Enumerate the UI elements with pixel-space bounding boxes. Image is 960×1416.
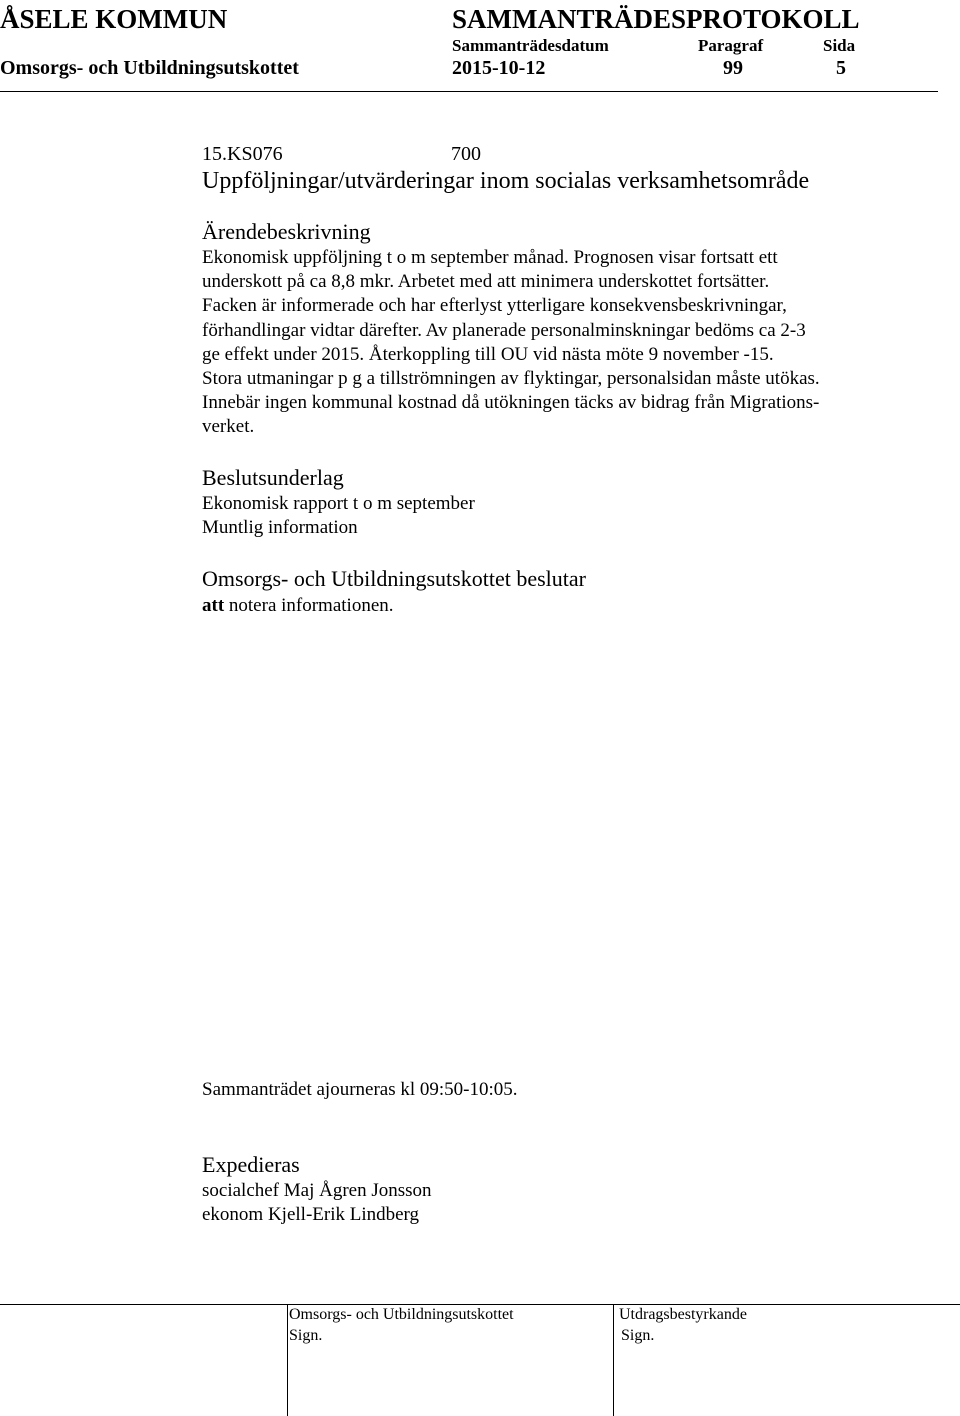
description-heading: Ärendebeskrivning	[202, 219, 371, 244]
description-line: Facken är informerade och har efterlyst ytterligare konsekvensbeskrivningar,	[202, 295, 787, 317]
description-line: Ekonomisk uppföljning t o m september månad. Prognosen visar fortsatt ett	[202, 247, 778, 268]
decision-heading: Omsorgs- och Utbildningsutskottet beslutar	[202, 566, 586, 591]
description-line: Innebär ingen kommunal kostnad då utökningen täcks av bidrag från Migrations-	[202, 392, 820, 414]
dispatch-recipient: ekonom Kjell-Erik Lindberg	[202, 1204, 420, 1226]
description-line: Stora utmaningar p g a tillströmningen av flyktingar, personalsidan måste utökas.	[202, 367, 820, 389]
paragraph-number: 99	[723, 57, 743, 79]
footer-right-box-edge	[613, 1304, 614, 1416]
document-type: SAMMANTRÄDESPROTOKOLL	[452, 4, 860, 34]
header-divider	[0, 91, 938, 92]
basis-line: Muntlig information	[202, 517, 358, 539]
page-label: Sida	[823, 36, 856, 55]
dispatch-body	[202, 1179, 902, 1227]
footer-divider	[0, 1304, 960, 1305]
committee-name: Omsorgs- och Utbildningsutskottet	[0, 57, 299, 79]
decision-text	[202, 594, 394, 618]
footer-certification-sign: Sign.	[621, 1327, 655, 1344]
adjournment-note: Sammanträdet ajourneras kl 09:50-10:05.	[202, 1079, 518, 1100]
case-number: 15.KS076	[202, 143, 283, 165]
date-label: Sammanträdesdatum	[452, 36, 609, 55]
dispatch-recipient: socialchef Maj Ågren Jonsson	[202, 1180, 432, 1201]
case-code: 700	[451, 143, 481, 165]
description-line: ge effekt under 2015. Återkoppling till OU vid nästa möte 9 november -15.	[202, 343, 774, 365]
footer-left-box-edge	[287, 1304, 288, 1416]
decision-content: notera informationen.	[228, 595, 394, 616]
footer-committee-label: Omsorgs- och Utbildningsutskottet	[289, 1306, 514, 1323]
basis-heading: Beslutsunderlag	[202, 465, 344, 490]
paragraph-label: Paragraf	[698, 36, 764, 55]
dispatch-heading: Expedieras	[202, 1152, 300, 1177]
item-title: Uppföljningar/utvärderingar inom socialas verksamhetsområde	[202, 168, 810, 194]
basis-line: Ekonomisk rapport t o m september	[202, 493, 475, 514]
description-line: förhandlingar vidtar därefter. Av planerade personalminskningar bedöms ca 2-3	[202, 319, 806, 341]
footer-certification-label: Utdragsbestyrkande	[619, 1306, 747, 1323]
description-body	[202, 246, 902, 440]
description-line: underskott på ca 8,8 mkr. Arbetet med att minimera underskottet fortsätter.	[202, 271, 770, 293]
footer-committee-sign: Sign.	[289, 1327, 323, 1344]
page-number: 5	[836, 57, 846, 79]
meeting-date: 2015-10-12	[452, 57, 546, 79]
decision-att: att	[202, 595, 225, 616]
description-line: verket.	[202, 416, 255, 438]
basis-body	[202, 492, 902, 540]
municipality-name: ÅSELE KOMMUN	[0, 4, 228, 34]
